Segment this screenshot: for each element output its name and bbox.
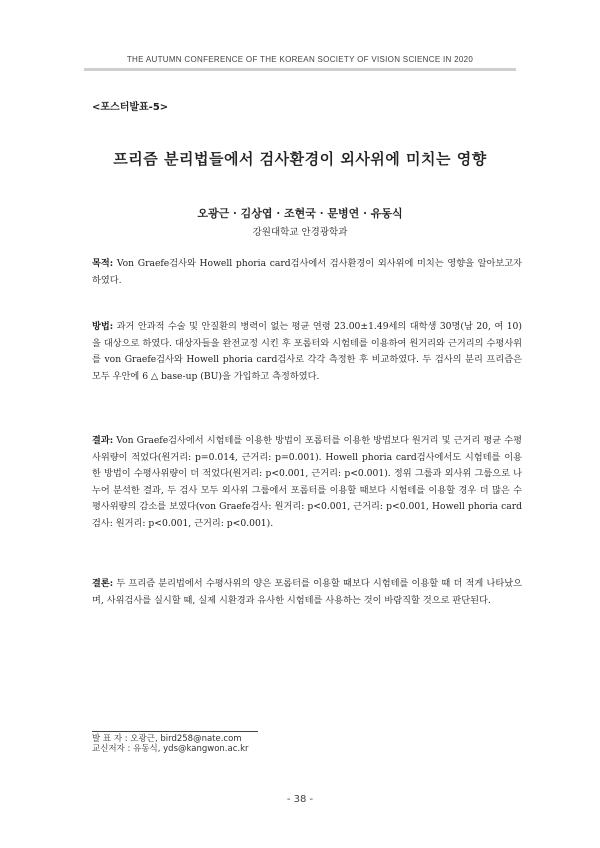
corresponding-author-footnote: 교신저자 : 유동식, yds@kangwon.ac.kr: [92, 744, 249, 754]
method-paragraph: [92, 319, 522, 385]
footnote-rule: [92, 731, 258, 732]
page-number: - 38 -: [286, 794, 314, 805]
purpose-label: 목적:: [92, 258, 114, 269]
purpose-paragraph: [92, 256, 522, 289]
purpose-text: Von Graefe검사와 Howell phoria card검사에서 검사환경이 외사위에 미치는 영향을 알아보고자 하였다.: [92, 258, 522, 286]
presenter-footnote: 발 표 자 : 오광근, bird258@nate.com: [92, 734, 242, 744]
conference-header: THE AUTUMN CONFERENCE OF THE KOREAN SOCIETY OF VISION SCIENCE IN 2020: [126, 55, 474, 64]
affiliation: 강원대학교 안경광학과: [252, 227, 348, 238]
result-text: Von Graefe검사에서 시험테를 이용한 방법이 포롭터를 이용한 방법보다 원거리 및 근거리 평균 수평사위량이 적었다(원거리: p=0.014, 근거리: p=0.001). Howell phoria card검사에서도 시험테를 이용한 방법이 수평사위량이 더 적었다(원거리: p<0.001, 근거리: p<0.001). 정위 그룹과 외사위 그룹으로 나누어 분석한 결과, 두 검사 모두 외사위 그룹에서 포롭터를 이용할 때보다 시험테를 이용할 경우 더 많은 수평사위량의 감소를 보였다(von Graefe검사: 원거리: p<0.001, 근거리: p<0.001, Howell phoria card검사: 원거리: p<0.001, 근거리: p<0.001).: [92, 435, 522, 529]
author-list: 오광근 · 김상엽 · 조현국 · 문병연 · 유동식: [197, 207, 403, 220]
session-tag: <포스터발표-5>: [92, 102, 169, 113]
header-rule: [84, 68, 516, 71]
result-label: 결과:: [92, 435, 114, 446]
result-paragraph: [92, 433, 522, 533]
paper-title: 프리즘 분리법들에서 검사환경이 외사위에 미치는 영향: [113, 150, 487, 168]
conclusion-text: 두 프리즘 분리법에서 수평사위의 양은 포롭터를 이용할 때보다 시험테를 이용할 때 더 적게 나타났으며, 사위검사를 실시할 때, 실제 시환경과 유사한 시험테를 사용하는 것이 바람직할 것으로 판단된다.: [92, 578, 522, 606]
method-text: 과거 안과적 수술 및 안질환의 병력이 없는 평균 연령 23.00±1.49세의 대학생 30명(남 20, 여 10)을 대상으로 하였다. 대상자들을 완전교정 시킨 후 포롭터와 시험테를 이용하여 원거리와 근거리의 수평사위를 von Graefe검사와 Howell phoria card검사로 각각 측정한 후 비교하였다. 두 검사의 분리 프리즘은 모두 우안에 6 △ base-up (BU)을 가입하고 측정하였다.: [92, 321, 522, 382]
method-label: 방법:: [92, 321, 114, 332]
conclusion-paragraph: [92, 576, 522, 609]
conclusion-label: 결론:: [92, 578, 114, 589]
